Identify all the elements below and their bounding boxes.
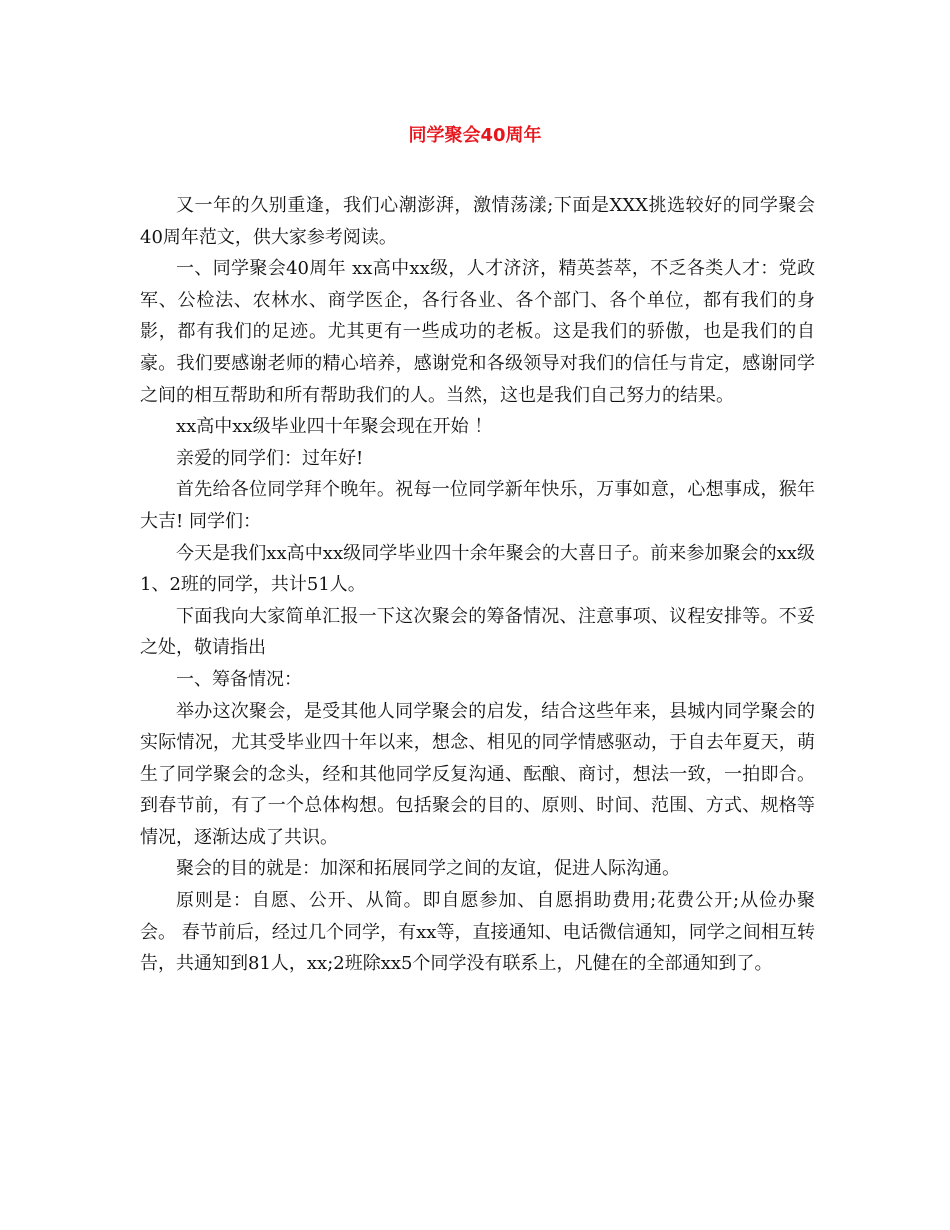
paragraph-section-one: 一、同学聚会40周年 xx高中xx级，人才济济，精英荟萃，不乏各类人才：党政军、公检法、农林水、商学医企，各行各业、各个部门、各个单位，都有我们的身影，都有我们的足迹。尤其更有一些成功的老板。这是我们的骄傲，也是我们的自豪。我们要感谢老师的精心培养，感谢党和各级领导对我们的信任与肯定，感谢同学之间的相互帮助和所有帮助我们的人。当然，这也是我们自己努力的结果。 [140, 258, 815, 406]
paragraph-new-year-wishes: 首先给各位同学拜个晚年。祝每一位同学新年快乐，万事如意，心想事成，猴年大吉! 同学们： [140, 479, 815, 532]
paragraph-opening: xx高中xx级毕业四十年聚会现在开始 ！ [176, 416, 493, 438]
paragraph-greeting: 亲爱的同学们：过年好! [176, 447, 364, 469]
paragraph-occasion: 今天是我们xx高中xx级同学毕业四十余年聚会的大喜日子。前来参加聚会的xx级1、2班的同学，共计51人。 [140, 542, 815, 596]
document-title: 同学聚会40周年 [408, 125, 542, 146]
paragraph-preparation-details: 举办这次聚会，是受其他人同学聚会的启发，结合这些年来，县城内同学聚会的实际情况，尤其受毕业四十年以来，想念、相见的同学情感驱动，于自去年夏天，萌生了同学聚会的念头，经和其他同学反复沟通、酝酿、商讨，想法一致，一拍即合。到春节前，有了一个总体构想。包括聚会的目的、原则、时间、范围、方式、规格等情况，逐渐达成了共识。 [140, 700, 815, 848]
paragraph-report-intro: 下面我向大家简单汇报一下这次聚会的筹备情况、注意事项、议程安排等。不妥之处，敬请指出 [140, 605, 815, 659]
paragraph-purpose: 聚会的目的就是：加深和拓展同学之间的友谊，促进人际沟通。 [176, 858, 680, 880]
paragraph-principles: 原则是：自愿、公开、从简。即自愿参加、自愿捐助费用;花费公开;从俭办聚会。 春节前后，经过几个同学，有xx等，直接通知、电话微信通知，同学之间相互转告，共通知到81人，xx;2班除xx5个同学没有联系上，凡健在的全部通知到了。 [140, 890, 815, 975]
paragraph-preparation-heading: 一、筹备情况： [176, 668, 302, 690]
paragraph-intro: 又一年的久别重逢，我们心潮澎湃，激情荡漾;下面是XXX挑选较好的同学聚会40周年范文，供大家参考阅读。 [140, 195, 815, 248]
document-body [140, 190, 815, 980]
